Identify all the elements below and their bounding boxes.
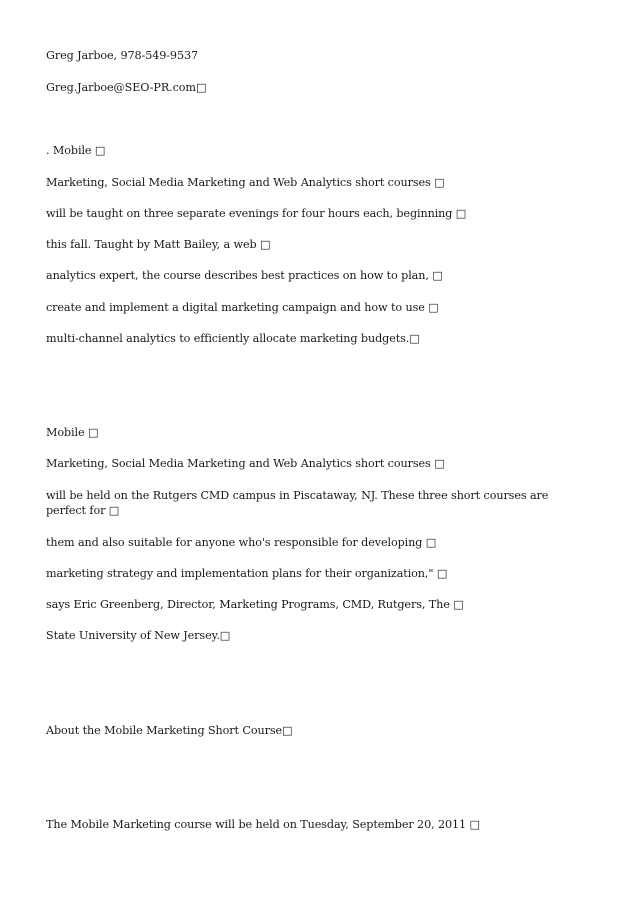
paragraph-line: them and also suitable for anyone who's responsible for developing □ [46, 536, 437, 549]
paragraph-line: multi-channel analytics to efficiently allocate marketing budgets.□ [46, 332, 420, 345]
contact-email: Greg.Jarboe@SEO-PR.com□ [46, 81, 207, 94]
paragraph-line: Marketing, Social Media Marketing and Web Analytics short courses □ [46, 176, 445, 189]
paragraph-line: will be taught on three separate evenings for four hours each, beginning □ [46, 207, 467, 220]
paragraph-line: The Mobile Marketing course will be held on Tuesday, September 20, 2011 □ [46, 818, 481, 831]
paragraph-line: this fall. Taught by Matt Bailey, a web □ [46, 238, 271, 251]
paragraph-line: create and implement a digital marketing campaign and how to use □ [46, 301, 439, 314]
contact-name-phone: Greg Jarboe, 978-549-9537 [46, 49, 198, 62]
paragraph-line: analytics expert, the course describes best practices on how to plan, □ [46, 269, 443, 282]
paragraph-line: will be held on the Rutgers CMD campus in Piscataway, NJ. These three short courses are perfect for □ [46, 489, 549, 517]
section-heading: About the Mobile Marketing Short Course□ [46, 724, 293, 737]
paragraph-line: . Mobile □ [46, 144, 106, 157]
paragraph-line: Marketing, Social Media Marketing and Web Analytics short courses □ [46, 457, 445, 470]
paragraph-line: Mobile □ [46, 426, 99, 439]
paragraph-line: State University of New Jersey.□ [46, 629, 231, 642]
paragraph-line: marketing strategy and implementation plans for their organization," □ [46, 567, 448, 580]
paragraph-line: says Eric Greenberg, Director, Marketing Programs, CMD, Rutgers, The □ [46, 598, 464, 611]
